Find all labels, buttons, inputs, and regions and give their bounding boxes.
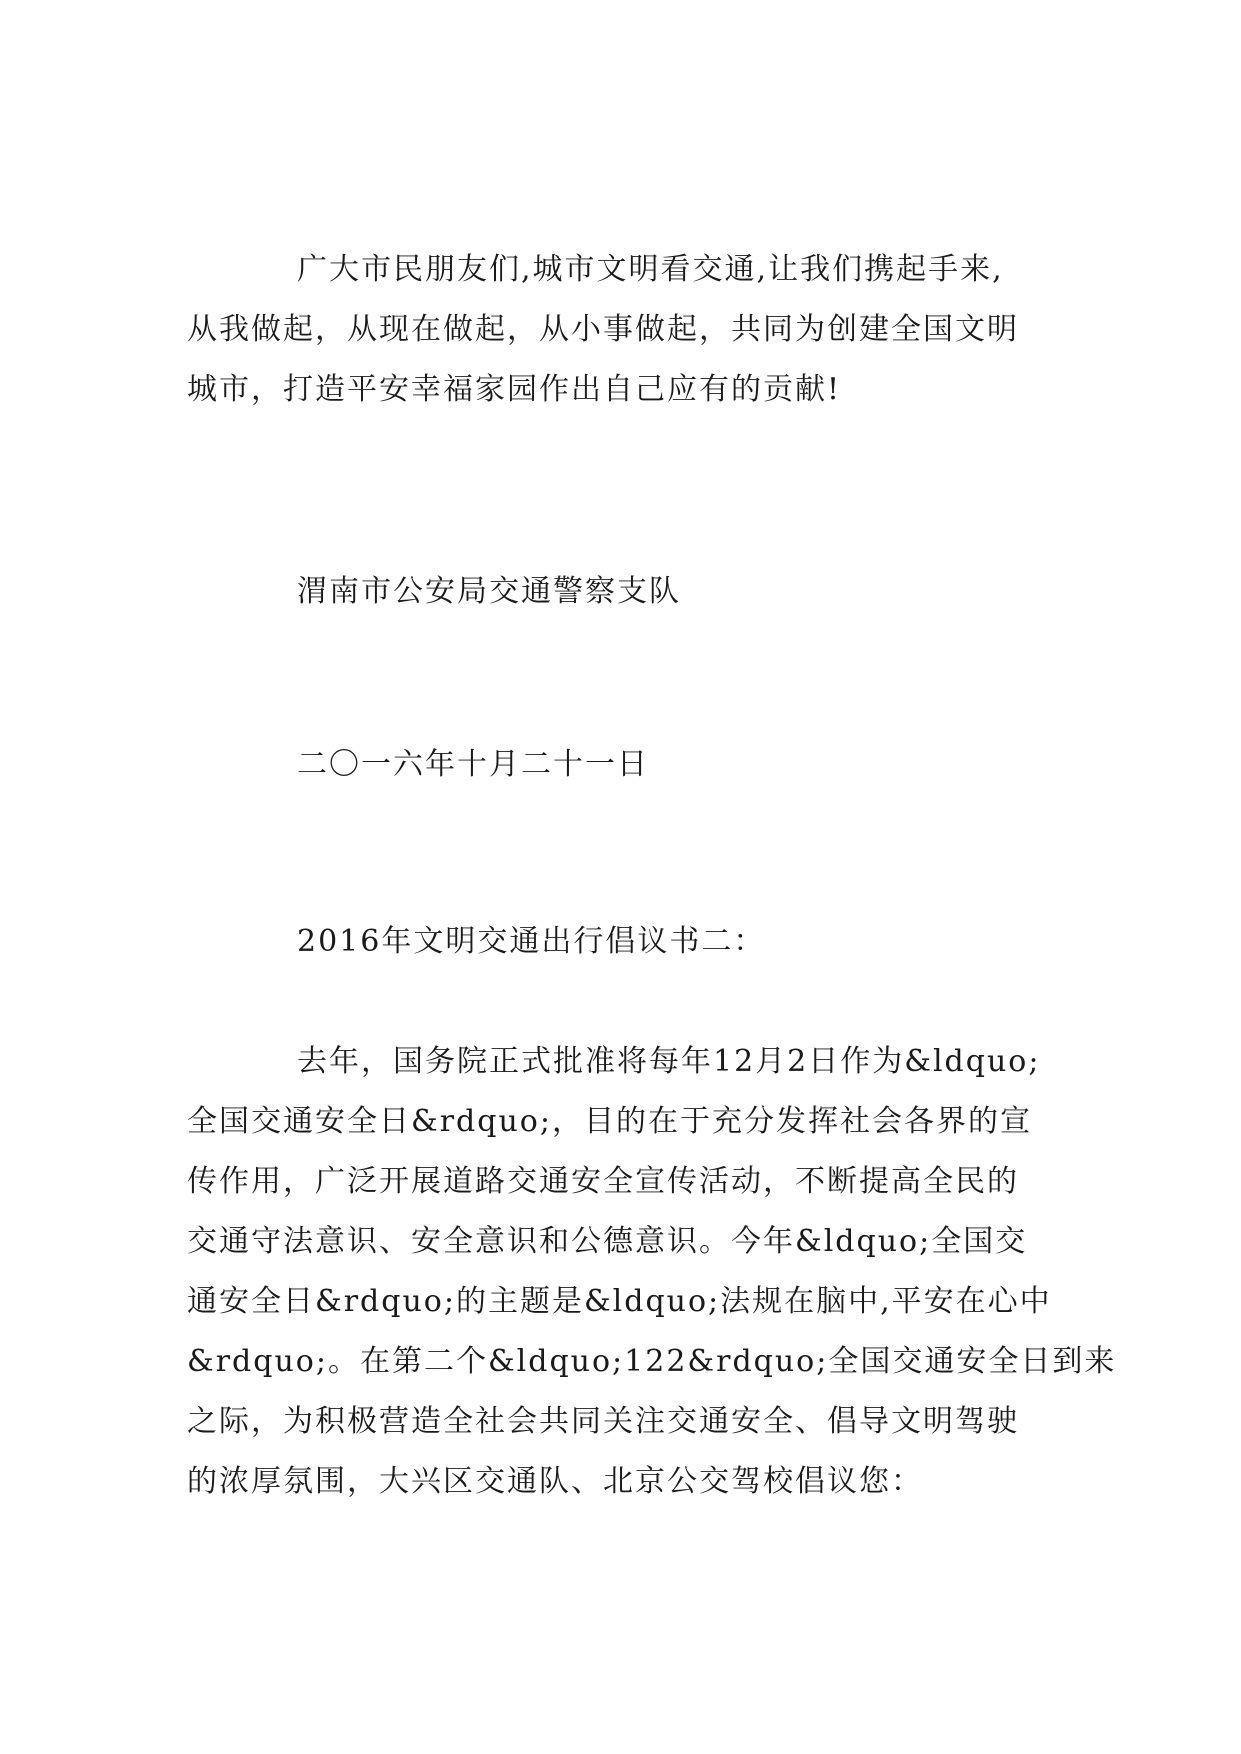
paragraph-1-line-2: 从我做起，从现在做起，从小事做起，共同为创建全国文明 [187, 312, 1019, 347]
paragraph-2-line-1: 去年，国务院正式批准将每年12月2日作为&ldquo; [297, 1044, 1041, 1079]
paragraph-1-line-3: 城市，打造平安幸福家园作出自己应有的贡献! [187, 372, 842, 407]
paragraph-2-line-5: 通安全日&rdquo;的主题是&ldquo;法规在脑中,平安在心中 [187, 1284, 1052, 1319]
paragraph-2-line-3: 传作用，广泛开展道路交通安全宣传活动，不断提高全民的 [187, 1164, 1019, 1199]
section-title: 2016年文明交通出行倡议书二： [297, 924, 766, 959]
paragraph-1-line-1: 广大市民朋友们,城市文明看交通,让我们携起手来, [297, 252, 1004, 287]
paragraph-2-line-7: 之际，为积极营造全社会共同关注交通安全、倡导文明驾驶 [187, 1404, 1019, 1439]
paragraph-2-line-2: 全国交通安全日&rdquo;，目的在于充分发挥社会各界的宣 [187, 1104, 1032, 1139]
paragraph-2-line-8: 的浓厚氛围，大兴区交通队、北京公交驾校倡议您： [187, 1464, 923, 1499]
paragraph-2-line-4: 交通守法意识、安全意识和公德意识。今年&ldquo;全国交 [187, 1224, 1028, 1259]
signature-date: 二〇一六年十月二十一日 [297, 747, 649, 782]
paragraph-2-line-6: &rdquo;。在第二个&ldquo;122&rdquo;全国交通安全日到来 [187, 1344, 1117, 1379]
signature-organization: 渭南市公安局交通警察支队 [297, 574, 681, 609]
